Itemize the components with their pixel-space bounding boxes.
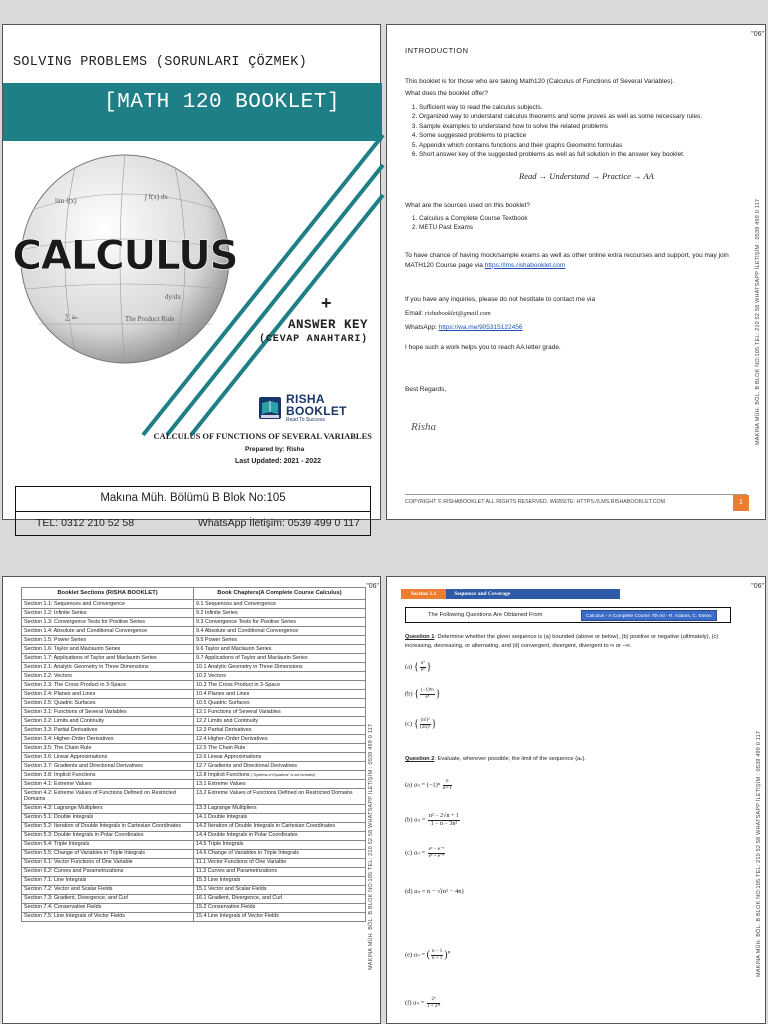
part-label: (c) [405, 849, 413, 857]
book-chapter-cell [194, 618, 366, 627]
table-row [22, 735, 366, 744]
mock-text: To have chance of having mock/sample exams as well as other online extra recourses and support, you may join MATH120 Course page via [405, 252, 729, 269]
book-chapter-cell [194, 690, 366, 699]
book-chapter-cell [194, 717, 366, 726]
q2-part-c: (c) aₙ = $\frac{\text{eⁿ − e⁻ⁿ}}{\text{eⁿ + e⁻ⁿ}}$ [405, 847, 445, 859]
book-chapter-text: 12.7 Gradients and Directional Derivatives [196, 762, 297, 769]
booklet-section-cell: Section 5.5: Change of Variables in Triple Integrals [22, 849, 194, 858]
svg-text:∫ f(x) dx: ∫ f(x) dx [145, 193, 168, 201]
booklet-section-cell: Section 3.1: Functions of Several Variables [22, 708, 194, 717]
book-chapter-cell [194, 753, 366, 762]
mock-paragraph [405, 251, 750, 271]
side-contact-text: MAKINA MÜH. BÖL. B BLOK NO:105 TEL: 210 52 58 WHATSAPP İLETİŞİM : 0539 499 0 117 [368, 723, 374, 970]
q2-part-f: (f) aₙ = $\frac{\text{2ⁿ}}{\text{1 + 2²ⁿ}}$ [405, 997, 441, 1009]
booklet-section-cell: Section 2.3: The Cross Product in 3-Space [22, 681, 194, 690]
part-label: (e) [405, 951, 413, 959]
book-chapter-cell [194, 813, 366, 822]
inquiries-text: If you have any inquiries, please do not hestitate to contact me via [405, 296, 596, 303]
book-chapter-text: 15.3 Line Integrals [196, 877, 241, 884]
source-box [405, 607, 731, 623]
source-book-pill: Calculus - A Complete Course 7th ed - R. Adams, C. Essex [581, 610, 717, 621]
table-row [22, 762, 366, 771]
book-chapter-text: 14.4 Double Integrals in Polar Coordinates [196, 832, 298, 839]
footer-copyright: COPYRIGHT © RISHABOOKLET ALL RIGHTS RESERVED. WEBSITE: HTTPS://LMS.RISHABOOKLET.COM [405, 499, 666, 505]
part-label: (b) [405, 690, 413, 698]
book-chapter-text: 14.5 Triple Integrals [196, 841, 244, 848]
book-chapter-cell [194, 609, 366, 618]
whatsapp-contact: WhatsApp İletişim: 0539 499 0 117 [197, 517, 360, 529]
book-chapter-cell [194, 867, 366, 876]
book-chapter-cell [194, 903, 366, 912]
book-chapter-cell [194, 858, 366, 867]
introduction-page [386, 24, 766, 520]
booklet-section-cell: Section 2.1: Analytic Geometry in Three Dimensions [22, 663, 194, 672]
regards-text: Best Regards, [405, 386, 447, 393]
book-chapter-cell [194, 822, 366, 831]
booklet-section-cell: Section 5.3: Double Integrals in Polar Coordinates [22, 831, 194, 840]
q2-part-e: (e) aₙ = ( $\frac{n - 1}{n + 1}$ )$^n$ [405, 949, 451, 961]
book-chapter-text: 12.8 Implicit Functions [196, 771, 250, 778]
svg-text:dy/dx: dy/dx [165, 293, 181, 301]
section-number: Section 1.1 [401, 589, 446, 599]
table-row [22, 609, 366, 618]
book-chapter-cell [194, 876, 366, 885]
book-chapter-text: 14.6 Change of Variables in Triple Integrals [196, 850, 299, 857]
book-chapter-text: 13.1 Extreme Values [196, 780, 246, 787]
svg-text:The Product Rule: The Product Rule [125, 315, 175, 323]
book-chapter-cell [194, 831, 366, 840]
book-logo-icon [258, 395, 282, 421]
table-row [22, 912, 366, 921]
book-chapter-text: 9.1 Sequences and Convergence [196, 600, 277, 607]
book-chapter-text: 14.2 Iteration of Double Integrals in Cartesian Coordinates [196, 823, 336, 830]
q2-part-b: (b) aₙ = $\frac{\text{n² − 2√n + 1}}{\text{1 − n − 3n²}}$ [405, 813, 459, 827]
sphere-word-text: CALCULUS [12, 233, 238, 279]
booklet-section-cell: Section 3.2: Limits and Continuity [22, 717, 194, 726]
list-item: 1. Sufficient way to read the calculus subjects. [419, 103, 702, 112]
book-chapter-text: 10.1 Analytic Geometry in Three Dimensions [196, 663, 303, 670]
booklet-section-cell: Section 6.2: Curves and Parametrizations [22, 867, 194, 876]
book-chapter-cell [194, 726, 366, 735]
side-contact-text: MAKINA MÜH. BÖL. B BLOK NO:105 TEL: 210 52 58 WHATSAPP İLETİŞİM : 0539 499 0 117 [756, 730, 762, 977]
table-row [22, 672, 366, 681]
book-chapter-cell [194, 681, 366, 690]
book-chapter-cell [194, 636, 366, 645]
part-label: (f) [405, 999, 412, 1007]
book-chapter-text: 9.5 Power Series [196, 636, 238, 643]
table-row [22, 822, 366, 831]
booklet-section-cell: Section 1.5: Power Series [22, 636, 194, 645]
table-row [22, 717, 366, 726]
book-chapter-cell [194, 762, 366, 771]
svg-text:∑ aₙ: ∑ aₙ [65, 313, 78, 321]
table-row [22, 699, 366, 708]
book-chapter-text: 10.5 Quadric Surfaces [196, 699, 250, 706]
hope-text: I hope such a work helps you to reach AA letter grade. [405, 344, 561, 351]
book-chapter-text: 13.2 Extreme Values of Functions Defined on Restricted Domains [196, 789, 353, 796]
email-address[interactable]: rishabooklet@gmail.com [424, 310, 491, 317]
book-chapter-cell [194, 663, 366, 672]
book-chapter-text: 12.2 Limits and Continuity [196, 717, 259, 724]
book-chapter-text: 12.4 Higher-Order Derivatives [196, 735, 268, 742]
book-chapter-cell [194, 744, 366, 753]
book-chapter-text: 15.1 Vector and Scalar Fields [196, 886, 267, 893]
logo-line-2: BOOKLET [286, 404, 347, 418]
whatsapp-line [405, 323, 522, 333]
book-chapter-text: 10.3 The Cross Product in 3-Space [196, 681, 281, 688]
table-row [22, 600, 366, 609]
book-chapter-cell [194, 771, 366, 780]
booklet-section-cell: Section 7.3: Gradient, Divergence, and Curl [22, 894, 194, 903]
book-chapter-text: 14.1 Double Integrals [196, 814, 248, 821]
book-chapter-text: 9.2 Infinite Series [196, 609, 238, 616]
part-label: (d) [405, 888, 413, 895]
email-label: Email: [405, 310, 424, 317]
book-chapter-text: 15.4 Line Integrals of Vector Fields [196, 913, 280, 920]
q1-part-b: (b) { $\frac{\text{(−1)ⁿn}}{\text{eⁿ}}$ } [405, 688, 441, 700]
booklet-section-cell: Section 7.5: Line Integrals of Vector Fields [22, 912, 194, 921]
list-item: 4. Some suggested problems to practice [419, 131, 702, 140]
offer-list [419, 103, 702, 160]
book-chapter-text: 11.1 Vector Functions of One Variable [196, 859, 287, 866]
book-chapter-text: 10.4 Planes and Lines [196, 690, 250, 697]
booklet-section-cell: Section 4.2: Extreme Values of Functions Defined on Restricted Domains [22, 788, 194, 804]
booklet-section-cell: Section 7.2: Vector and Scalar Fields [22, 885, 194, 894]
question-label: Question 2 [405, 756, 435, 762]
corner-mark: "06" [366, 583, 379, 590]
part-label: (a) [405, 663, 413, 671]
source-text: The Following Questions Are Obtained From [428, 612, 543, 618]
book-chapter-cell [194, 885, 366, 894]
book-chapter-cell [194, 708, 366, 717]
booklet-section-cell: Section 6.1: Vector Functions of One Variable [22, 858, 194, 867]
sources-list [419, 214, 528, 233]
sources-question: What are the sources used on this booklet? [405, 202, 531, 209]
contact-box [15, 486, 371, 536]
svg-text:lim f(x): lim f(x) [55, 197, 77, 205]
list-item: 2. METU Past Exams [419, 223, 528, 232]
section-tab [401, 589, 620, 599]
booklet-section-cell: Section 4.3: Lagrange Multipliers [22, 804, 194, 813]
booklet-section-cell: Section 7.1: Line Integrals [22, 876, 194, 885]
part-label: (a) [405, 781, 413, 789]
risha-logo [258, 393, 347, 423]
table-row [22, 831, 366, 840]
prepared-by: Prepared by: Risha [245, 446, 305, 453]
column-header: Booklet Sections (RISHA BOOKLET) [22, 588, 194, 600]
q2-part-d: (d) aₙ = n − √(n² − 4n) [405, 888, 464, 895]
booklet-section-cell: Section 3.4: Higher-Order Derivatives [22, 735, 194, 744]
email-line [405, 309, 491, 319]
table-row [22, 779, 366, 788]
book-chapter-text: 15.2 Conservative Fields [196, 904, 256, 911]
booklet-section-cell: Section 3.8: Implicit Functions [22, 771, 194, 780]
corner-mark: "06" [751, 583, 764, 590]
booklet-section-cell: Section 3.5: The Chain Rule [22, 744, 194, 753]
booklet-section-cell: Section 3.6: Linear Approximations [22, 753, 194, 762]
column-header: Book Chapters(A Complete Course Calculus) [194, 588, 366, 600]
book-chapter-text: 9.3 Convergence Tests for Positive Series [196, 618, 296, 625]
list-item: 3. Sample examples to understand how to solve the related problems [419, 122, 702, 131]
table-row [22, 726, 366, 735]
contact-divider [16, 511, 370, 512]
book-chapter-cell [194, 788, 366, 804]
book-chapter-text: 12.6 Linear Approximations [196, 753, 262, 760]
q1-part-a: (a) { $\frac{\text{n²}}{\text{eⁿ}}$ } [405, 661, 432, 673]
book-chapter-cell [194, 804, 366, 813]
book-chapter-text: 12.5 The Chain Rule [196, 744, 246, 751]
booklet-section-cell: Section 3.7: Gradients and Directional Derivatives [22, 762, 194, 771]
question-text: : Determine whether the given sequence is (a) bounded (above or below), (b) positive or negative (ultimately), (c) increasing, decreasing, or alternating, and (d) convergent, divergent, divergent to ∞ or −∞. [405, 634, 719, 649]
whatsapp-label: WhatsApp: [405, 324, 437, 331]
book-chapter-text: 9.6 Taylor and Maclaurin Series [196, 645, 272, 652]
booklet-section-cell: Section 7.4: Conservative Fields [22, 903, 194, 912]
answer-key-subtitle: (CEVAP ANAHTARI) [259, 334, 368, 345]
lms-link[interactable]: https://lms.rishabooklet.com [484, 261, 566, 269]
booklet-section-cell: Section 5.1: Double Integrals [22, 813, 194, 822]
list-item: 6. Short answer key of the suggested problems as well as full solution in the answer key booklet. [419, 150, 702, 159]
plus-sign: + [321, 293, 332, 313]
address: Makına Müh. Bölümü B Blok No:105 [100, 492, 286, 504]
q2-part-a: (a) aₙ = (−1)ⁿ $\frac{n}{\text{n²+1}}$ [405, 779, 452, 791]
table-row [22, 681, 366, 690]
booklet-section-cell: Section 1.3: Convergence Tests for Positive Series [22, 618, 194, 627]
booklet-section-cell: Section 1.4: Absolute and Conditional Convergence [22, 627, 194, 636]
table-row [22, 690, 366, 699]
booklet-section-cell: Section 1.2: Infinite Series [22, 609, 194, 618]
book-chapter-cell [194, 600, 366, 609]
book-chapter-cell [194, 849, 366, 858]
book-chapter-text: 16.1 Gradient, Divergence, and Curl [196, 895, 283, 902]
table-row [22, 804, 366, 813]
booklet-section-cell: Section 1.1: Sequences and Convergence [22, 600, 194, 609]
book-chapter-text: 9.4 Absolute and Conditional Convergence [196, 627, 299, 634]
booklet-section-cell: Section 2.5: Quadric Surfaces [22, 699, 194, 708]
table-row [22, 744, 366, 753]
math-banner-text: [MATH 120 BOOKLET] [104, 91, 340, 114]
cover-subtitle: CALCULUS OF FUNCTIONS OF SEVERAL VARIABLES [153, 431, 372, 441]
list-item: 2. Organized way to understand calculus theorems and some proves as well as some necessary rules. [419, 112, 702, 121]
table-row [22, 840, 366, 849]
table-row [22, 894, 366, 903]
booklet-section-cell: Section 2.4: Planes and Lines [22, 690, 194, 699]
list-item: 1. Calculus a Complete Course Textbook [419, 214, 528, 223]
questions-page [386, 576, 766, 1024]
telephone: TEL: 0312 210 52 58 [36, 517, 135, 529]
logo-line-1: RISHA [286, 392, 325, 406]
table-row [22, 885, 366, 894]
book-chapter-cell [194, 654, 366, 663]
table-row [22, 645, 366, 654]
table-row [22, 753, 366, 762]
question-text: : Evaluate, wherever possible, the limit of the sequence {aₙ}. [434, 756, 586, 762]
book-chapter-cell [194, 735, 366, 744]
footer-divider [405, 494, 747, 495]
table-row [22, 788, 366, 804]
book-chapter-cell [194, 912, 366, 921]
table-row [22, 849, 366, 858]
book-chapter-cell [194, 627, 366, 636]
answer-key-title: ANSWER KEY [287, 318, 368, 332]
book-chapter-text: 12.3 Partial Derivatives [196, 726, 252, 733]
book-chapter-cell [194, 699, 366, 708]
list-item: 5. Appendix which contains functions and their graphs Geometric formulas [419, 141, 702, 150]
intro-paragraph: This booklet is for those who are taking Math120 (Calculus of Functions of Several Variables). [405, 78, 675, 85]
booklet-section-cell: Section 5.2: Iteration of Double Integrals in Cartesian Coordinates [22, 822, 194, 831]
question-label: Question 1 [405, 634, 435, 640]
whatsapp-link[interactable]: https://wa.me/905315122456 [438, 324, 523, 331]
sections-table-page [2, 576, 381, 1024]
booklet-section-cell: Section 2.2: Vectors [22, 672, 194, 681]
sections-table [21, 587, 366, 922]
booklet-section-cell: Section 1.7: Applications of Taylor and Maclaurin Series [22, 654, 194, 663]
book-chapter-text: 11.3 Curves and Parametrizations [196, 868, 278, 875]
offer-question: What does the booklet offer? [405, 90, 488, 97]
signature: Risha [411, 421, 437, 433]
intro-heading: INTRODUCTION [405, 46, 469, 55]
book-chapter-text: 10.2 Vectors [196, 672, 226, 679]
table-row [22, 858, 366, 867]
calculus-sphere-word [12, 149, 238, 369]
question-1 [405, 633, 747, 650]
book-chapter-cell [194, 645, 366, 654]
study-formula: Read → Understand → Practice → AA [519, 171, 654, 181]
chapter-note: ("Systems of Equations" is not included) [251, 772, 315, 777]
booklet-section-cell: Section 1.6: Taylor and Maclaurin Series [22, 645, 194, 654]
table-row [22, 867, 366, 876]
sections-table-body [22, 600, 366, 921]
q1-part-c: (c) { $\frac{\text{(n!)²}}{(2n)!}$ } [405, 718, 437, 730]
book-chapter-text: 9.7 Applications of Taylor and Maclaurin Series [196, 654, 308, 661]
last-updated: Last Updated: 2021 - 2022 [235, 458, 321, 465]
logo-tagline: Read To Success [286, 417, 325, 423]
table-row [22, 813, 366, 822]
table-row [22, 618, 366, 627]
cover-page [2, 24, 381, 529]
table-row [22, 636, 366, 645]
page-number-badge: 1 [733, 495, 749, 511]
part-label: (b) [405, 816, 413, 824]
book-chapter-cell [194, 672, 366, 681]
section-title: Sequence and Coverage [446, 589, 620, 599]
part-label: (c) [405, 720, 413, 728]
booklet-section-cell: Section 3.3: Partial Derivatives [22, 726, 194, 735]
book-chapter-cell [194, 894, 366, 903]
book-chapter-cell [194, 840, 366, 849]
question-2 [405, 755, 747, 764]
side-contact-text: MAKINA MÜH. BÖL. B BLOK NO:105 TEL: 210 52 58 WHATSAPP İLETİŞİM : 0539 499 0 117 [755, 198, 761, 445]
book-chapter-text: 12.1 Functions of Several Variables [196, 708, 281, 715]
corner-mark: "06" [751, 31, 764, 38]
cover-title: SOLVING PROBLEMS (SORUNLARI ÇÖZMEK) [13, 55, 308, 70]
table-row [22, 771, 366, 780]
table-row [22, 627, 366, 636]
table-row [22, 654, 366, 663]
book-chapter-cell [194, 779, 366, 788]
table-row [22, 903, 366, 912]
book-chapter-text: 13.3 Lagrange Multipliers [196, 805, 257, 812]
table-row [22, 663, 366, 672]
table-row [22, 708, 366, 717]
table-row [22, 876, 366, 885]
booklet-section-cell: Section 4.1: Extreme Values [22, 779, 194, 788]
booklet-section-cell: Section 5.4: Triple Integrals [22, 840, 194, 849]
